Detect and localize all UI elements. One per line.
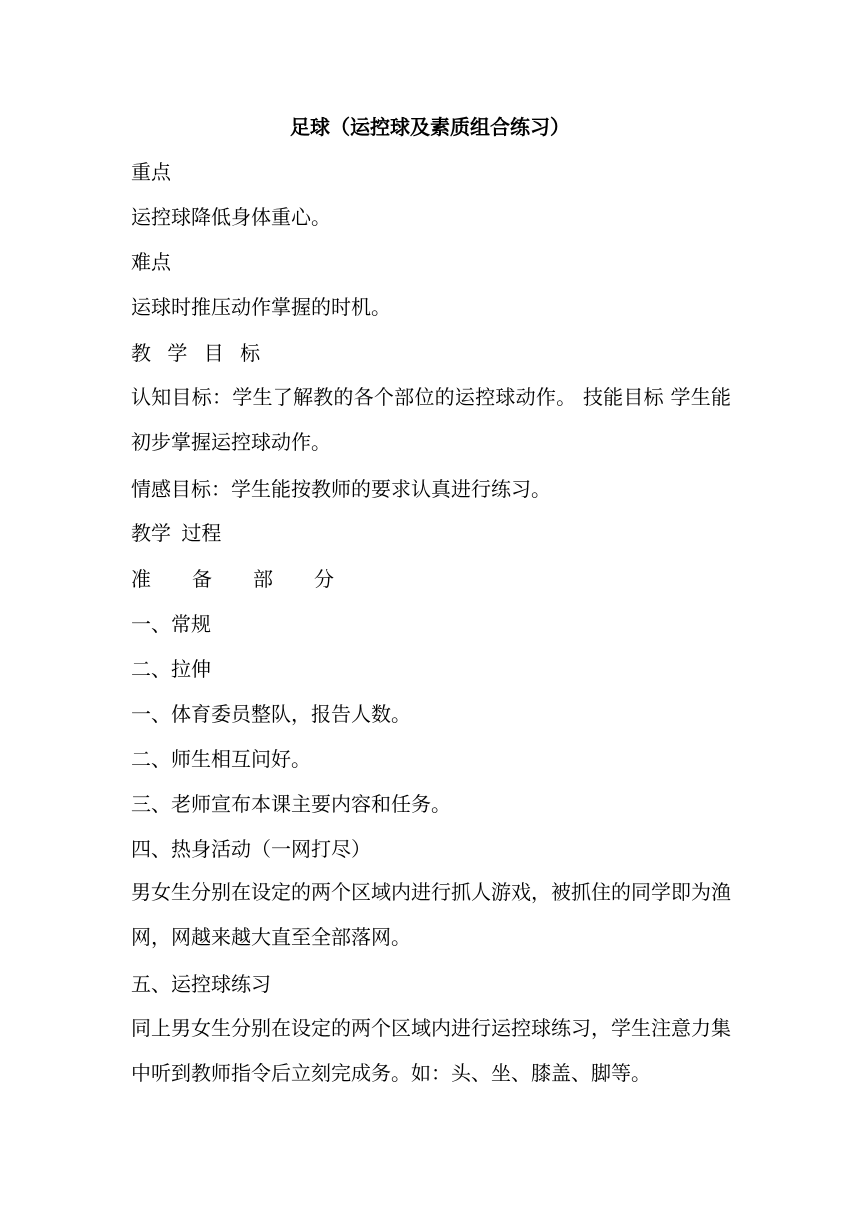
- key-point-heading: 重点: [131, 160, 171, 184]
- prep-item: 一、体育委员整队，报告人数。: [131, 702, 411, 726]
- prep-item: 二、拉伸: [131, 657, 211, 681]
- dribble-text: 同上男女生分别在设定的两个区域内进行运控球练习，学生注意力集中听到教师指令后立刻完成务。如：头、坐、膝盖、脚等。: [131, 1016, 731, 1085]
- key-point-text: 运控球降低身体重心。: [131, 205, 331, 229]
- prep-item: 二、师生相互问好。: [131, 747, 311, 771]
- objective-cognitive: 认知目标：学生了解教的各个部位的运控球动作。 技能目标 学生能初步掌握运控球动作。: [131, 385, 731, 454]
- warmup-text: 男女生分别在设定的两个区域内进行抓人游戏，被抓住的同学即为渔网，网越来越大直至全部落网。: [131, 880, 731, 949]
- prep-item: 三、老师宣布本课主要内容和任务。: [131, 792, 451, 816]
- document-title: 足球（运控球及素质组合练习）: [290, 115, 570, 139]
- difficulty-text: 运球时推压动作掌握的时机。: [131, 295, 391, 319]
- process-heading: 教学 过程: [131, 521, 222, 545]
- prep-item: 一、常规: [131, 612, 211, 636]
- prep-item: 四、热身活动（一网打尽）: [131, 837, 371, 861]
- dribble-heading: 五、运控球练习: [131, 972, 271, 996]
- objectives-heading: 教 学 目 标: [131, 341, 264, 365]
- objective-affective: 情感目标：学生能按教师的要求认真进行练习。: [131, 477, 551, 501]
- prep-heading: 准备部分: [131, 567, 375, 591]
- difficulty-heading: 难点: [131, 250, 171, 274]
